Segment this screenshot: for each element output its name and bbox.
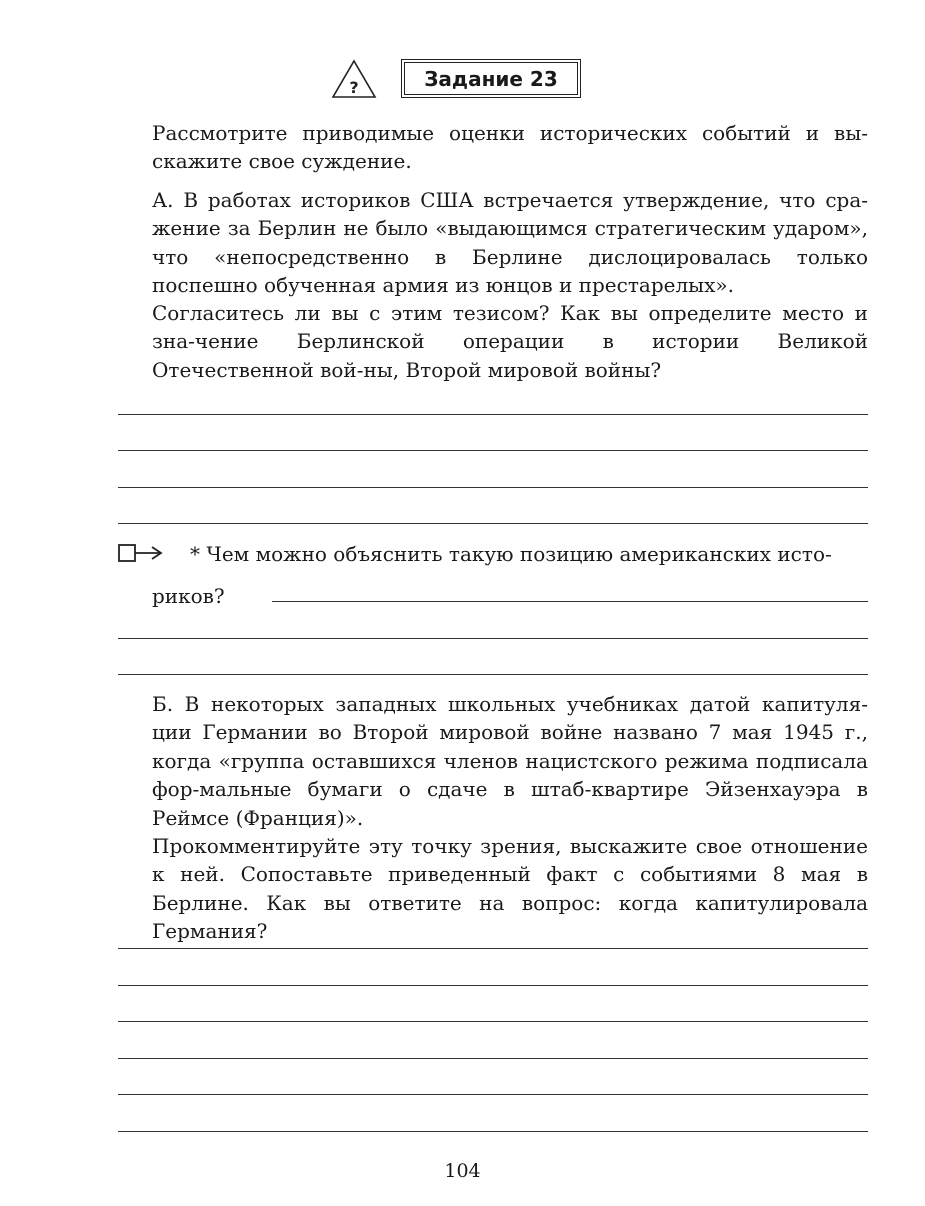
checkbox-arrow-icon[interactable] xyxy=(118,542,168,564)
task-title: Задание 23 xyxy=(404,62,578,95)
answer-line[interactable] xyxy=(118,638,868,639)
answer-line[interactable] xyxy=(118,523,868,524)
section-b-text: Б. В некоторых западных школьных учебниках датой капитуля-ции Германии во Второй мировой войне названо 7 мая 1945 г., когда «группа оставшихся членов нацистского режима подписала фор-мальные бумаги о сдаче в штаб-квартире Эйзенхауэра в Реймсе (Франция)». xyxy=(152,692,868,830)
extra-task-line1: * Чем можно объяснить такую позицию американских исто- xyxy=(190,542,832,566)
answer-line[interactable] xyxy=(118,1131,868,1132)
section-a-text: А. В работах историков США встречается утверждение, что сра-жение за Берлин не было «выдающимся стратегическим ударом», что «непосредственно в Берлине дислоцировалась только поспешно обученная армия из юнцов и престарелых». xyxy=(152,188,868,298)
answer-line[interactable] xyxy=(118,1094,868,1095)
answer-line[interactable] xyxy=(118,1058,868,1059)
answer-line[interactable] xyxy=(118,414,868,415)
answer-line[interactable] xyxy=(118,487,868,488)
answer-line[interactable] xyxy=(118,985,868,986)
answer-line[interactable] xyxy=(118,948,868,949)
section-a-question: Согласитесь ли вы с этим тезисом? Как вы определите место и зна-чение Берлинской операции в истории Великой Отечественной вой-ны, Второй мировой войны? xyxy=(152,301,868,382)
section-b-question: Прокомментируйте эту точку зрения, выскажите свое отношение к ней. Сопоставьте приведенный факт с событиями 8 мая в Берлине. Как вы ответите на вопрос: когда капитулировала Германия? xyxy=(152,834,868,944)
answer-line[interactable] xyxy=(118,450,868,451)
answer-line[interactable] xyxy=(118,674,868,675)
extra-task-line2: риков? xyxy=(152,584,225,608)
question-triangle-icon xyxy=(330,58,378,100)
page-number: 104 xyxy=(444,1160,481,1182)
answer-line[interactable] xyxy=(272,601,868,602)
svg-text:?: ? xyxy=(349,78,359,97)
answer-line[interactable] xyxy=(118,1021,868,1022)
intro-text: Рассмотрите приводимые оценки исторических событий и вы-скажите свое суждение. xyxy=(152,121,868,174)
